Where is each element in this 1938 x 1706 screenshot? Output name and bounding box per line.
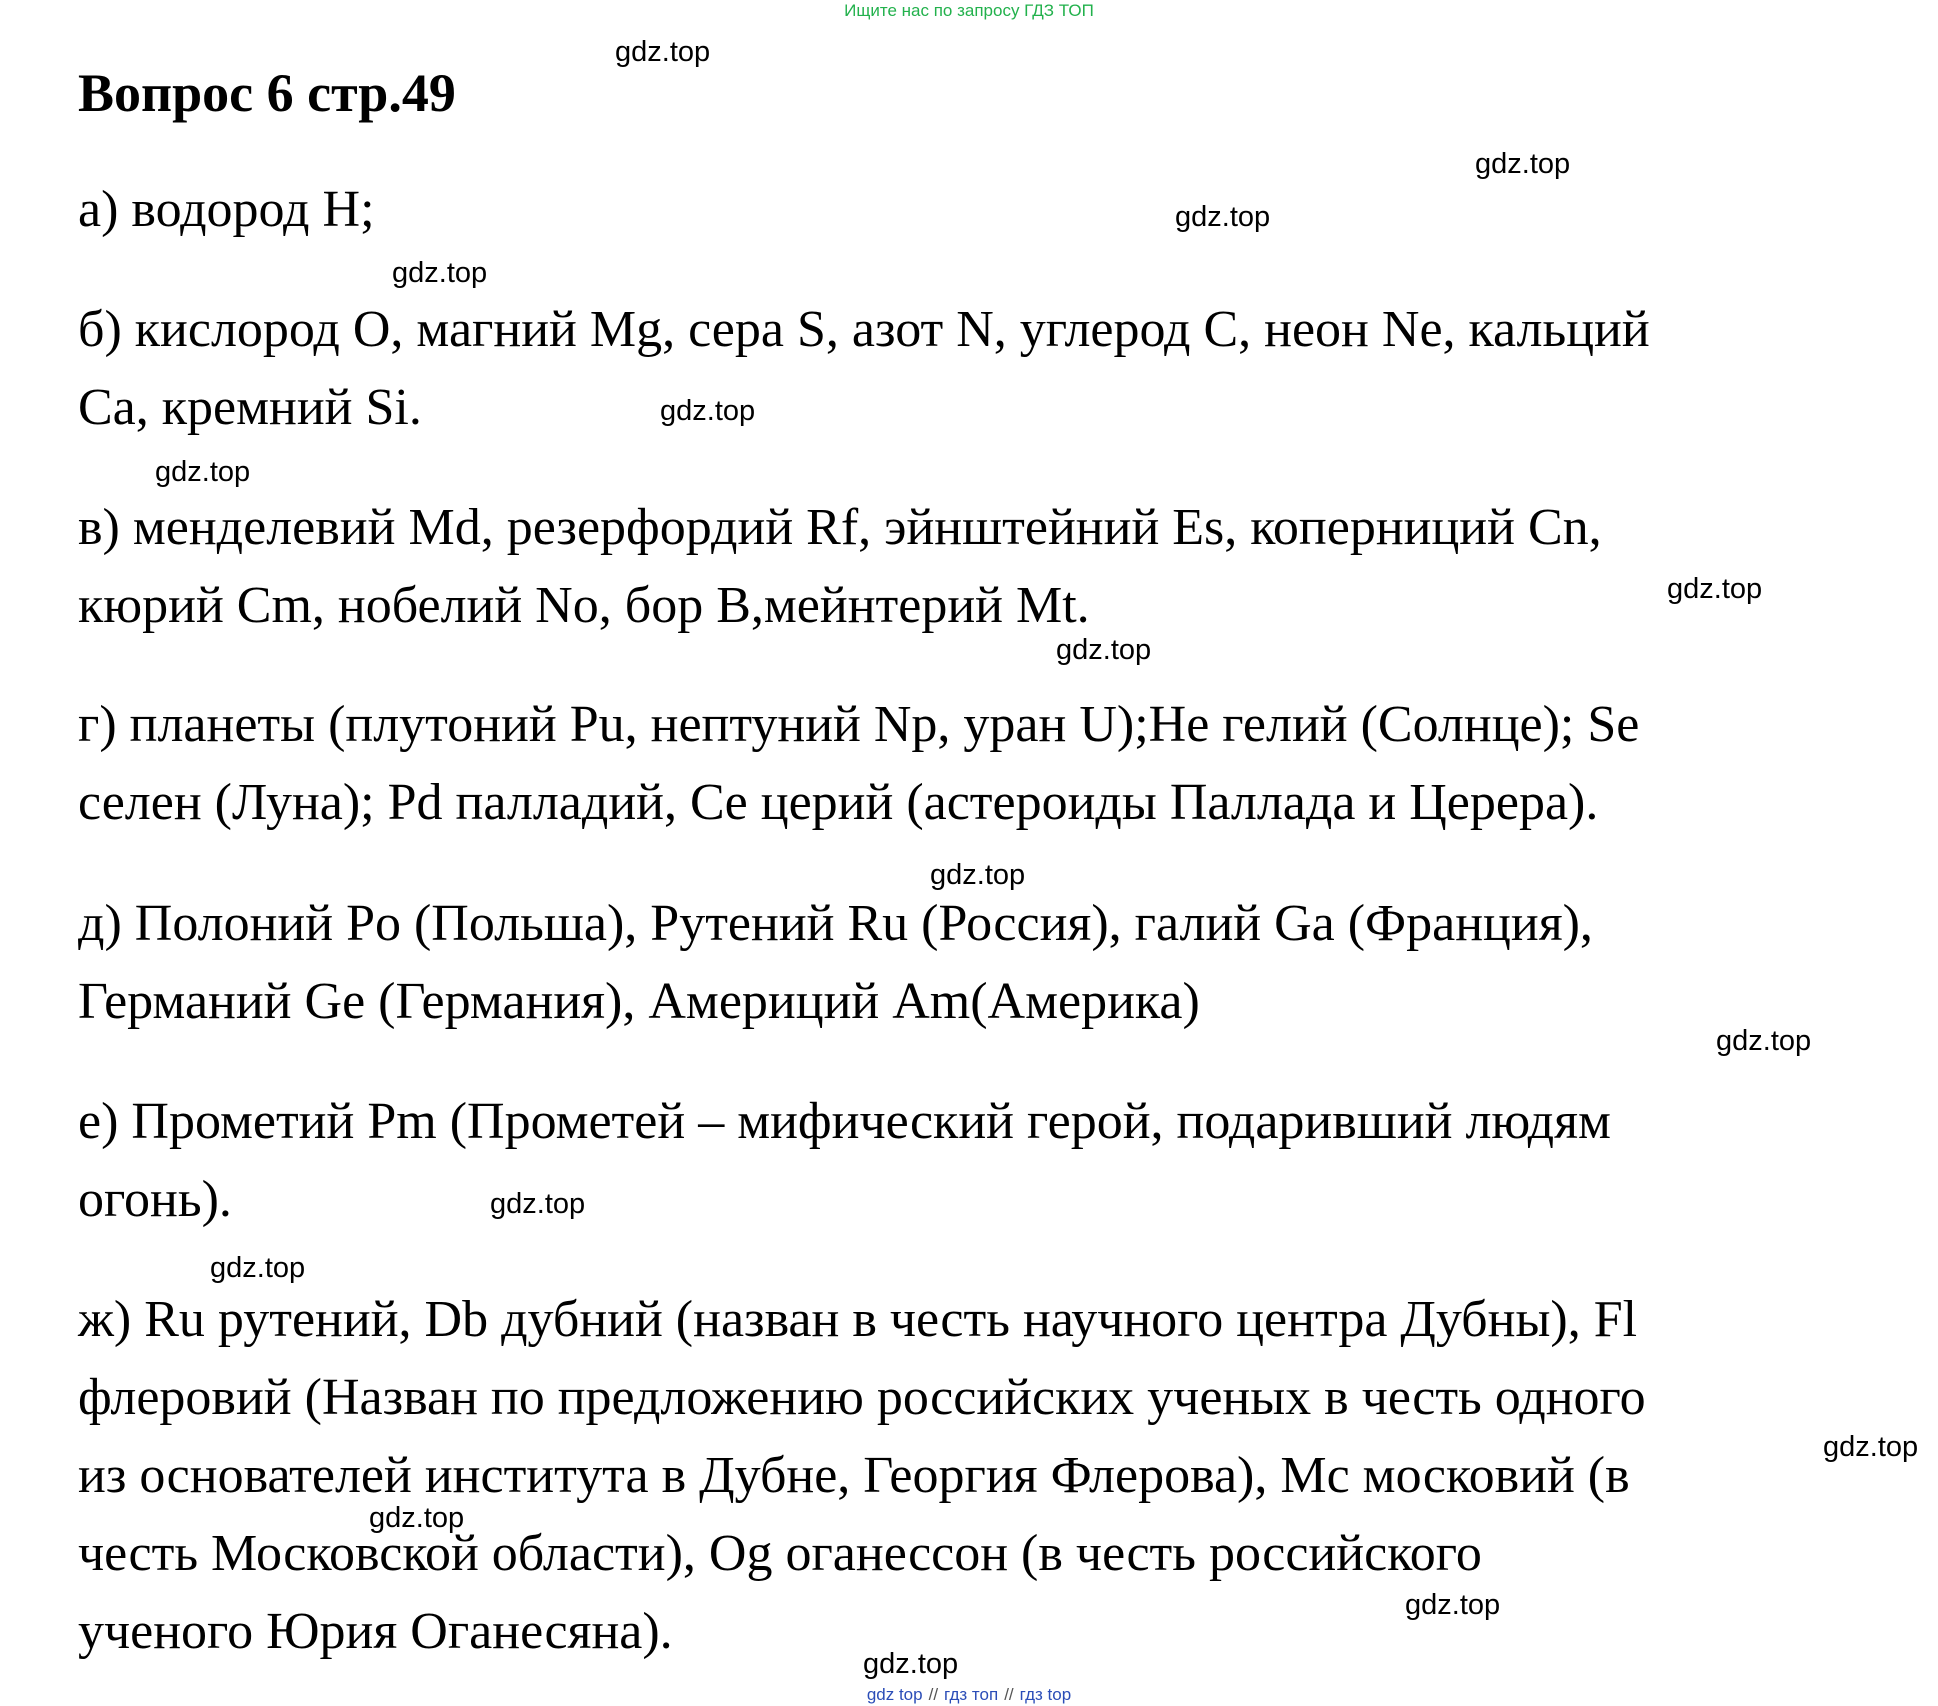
bottom-link[interactable]: gdz top bbox=[866, 1685, 923, 1704]
link-separator: // bbox=[1004, 1685, 1014, 1704]
answer-v-line-2: кюрий Cm, нобелий No, бор B,мейнтерий Mt. bbox=[78, 577, 1090, 634]
watermark: gdz.top bbox=[615, 36, 711, 68]
link-separator: // bbox=[928, 1685, 939, 1704]
answer-e-line-1: е) Прометий Pm (Прометей – мифический герой, подаривший людям bbox=[78, 1093, 1611, 1150]
watermark: gdz.top bbox=[1056, 634, 1152, 666]
watermark: gdz.top bbox=[1405, 1589, 1501, 1621]
answer-v bbox=[78, 489, 1602, 645]
watermark: gdz.top bbox=[369, 1502, 465, 1534]
bottom-link[interactable]: гдз top bbox=[1019, 1685, 1072, 1704]
watermark: gdz.top bbox=[660, 395, 756, 427]
answer-a bbox=[78, 171, 375, 249]
answer-g bbox=[78, 686, 1639, 842]
answer-d-line-2: Германий Ge (Германия), Америций Am(Америка) bbox=[78, 973, 1200, 1030]
watermark: gdz.top bbox=[1475, 148, 1571, 180]
answer-b-line-2: Ca, кремний Si. bbox=[78, 379, 422, 436]
answer-g-line-1: г) планеты (плутоний Pu, нептуний Np, уран U);He гелий (Солнце); Se bbox=[78, 696, 1640, 753]
answer-d bbox=[78, 885, 1593, 1041]
answer-e bbox=[78, 1083, 1611, 1239]
watermark: gdz.top bbox=[930, 859, 1026, 891]
bottom-links bbox=[0, 1685, 1938, 1705]
watermark: gdz.top bbox=[1667, 573, 1763, 605]
answer-d-line-1: д) Полоний Po (Польша), Рутений Ru (Россия), галий Ga (Франция), bbox=[78, 895, 1593, 952]
answer-zh-line-3: из основателей института в Дубне, Георгия Флерова), Mc московий (в bbox=[78, 1447, 1630, 1504]
answer-v-line-1: в) менделевий Md, резерфордий Rf, эйнштейний Es, коперниций Cn, bbox=[78, 499, 1602, 556]
watermark: gdz.top bbox=[863, 1648, 959, 1680]
watermark: gdz.top bbox=[155, 456, 251, 488]
answer-e-line-2: огонь). bbox=[78, 1171, 232, 1228]
watermark: gdz.top bbox=[1823, 1431, 1919, 1463]
answer-zh-line-5: ученого Юрия Оганесяна). bbox=[78, 1603, 673, 1660]
watermark: gdz.top bbox=[210, 1252, 306, 1284]
answer-zh-line-2: флеровий (Назван по предложению российских ученых в честь одного bbox=[78, 1369, 1646, 1426]
answer-zh-line-1: ж) Ru рутений, Db дубний (назван в честь научного центра Дубны), Fl bbox=[78, 1291, 1638, 1348]
bottom-link[interactable]: гдз топ bbox=[944, 1685, 999, 1704]
answer-b-line-1: б) кислород O, магний Mg, сера S, азот N, углерод C, неон Ne, кальций bbox=[78, 301, 1650, 358]
top-banner: Ищите нас по запросу ГДЗ ТОП bbox=[844, 1, 1094, 20]
watermark: gdz.top bbox=[392, 257, 488, 289]
page-title: Вопрос 6 стр.49 bbox=[78, 63, 456, 123]
watermark: gdz.top bbox=[1716, 1025, 1812, 1057]
answer-b bbox=[78, 291, 1650, 447]
answer-g-line-2: селен (Луна); Pd палладий, Ce церий (астероиды Паллада и Церера). bbox=[78, 774, 1599, 831]
watermark: gdz.top bbox=[1175, 201, 1271, 233]
watermark: gdz.top bbox=[490, 1188, 586, 1220]
answer-zh-line-4: честь Московской области), Og оганессон (в честь российского bbox=[78, 1525, 1482, 1582]
answer-a-line-1: а) водород H; bbox=[78, 181, 375, 238]
